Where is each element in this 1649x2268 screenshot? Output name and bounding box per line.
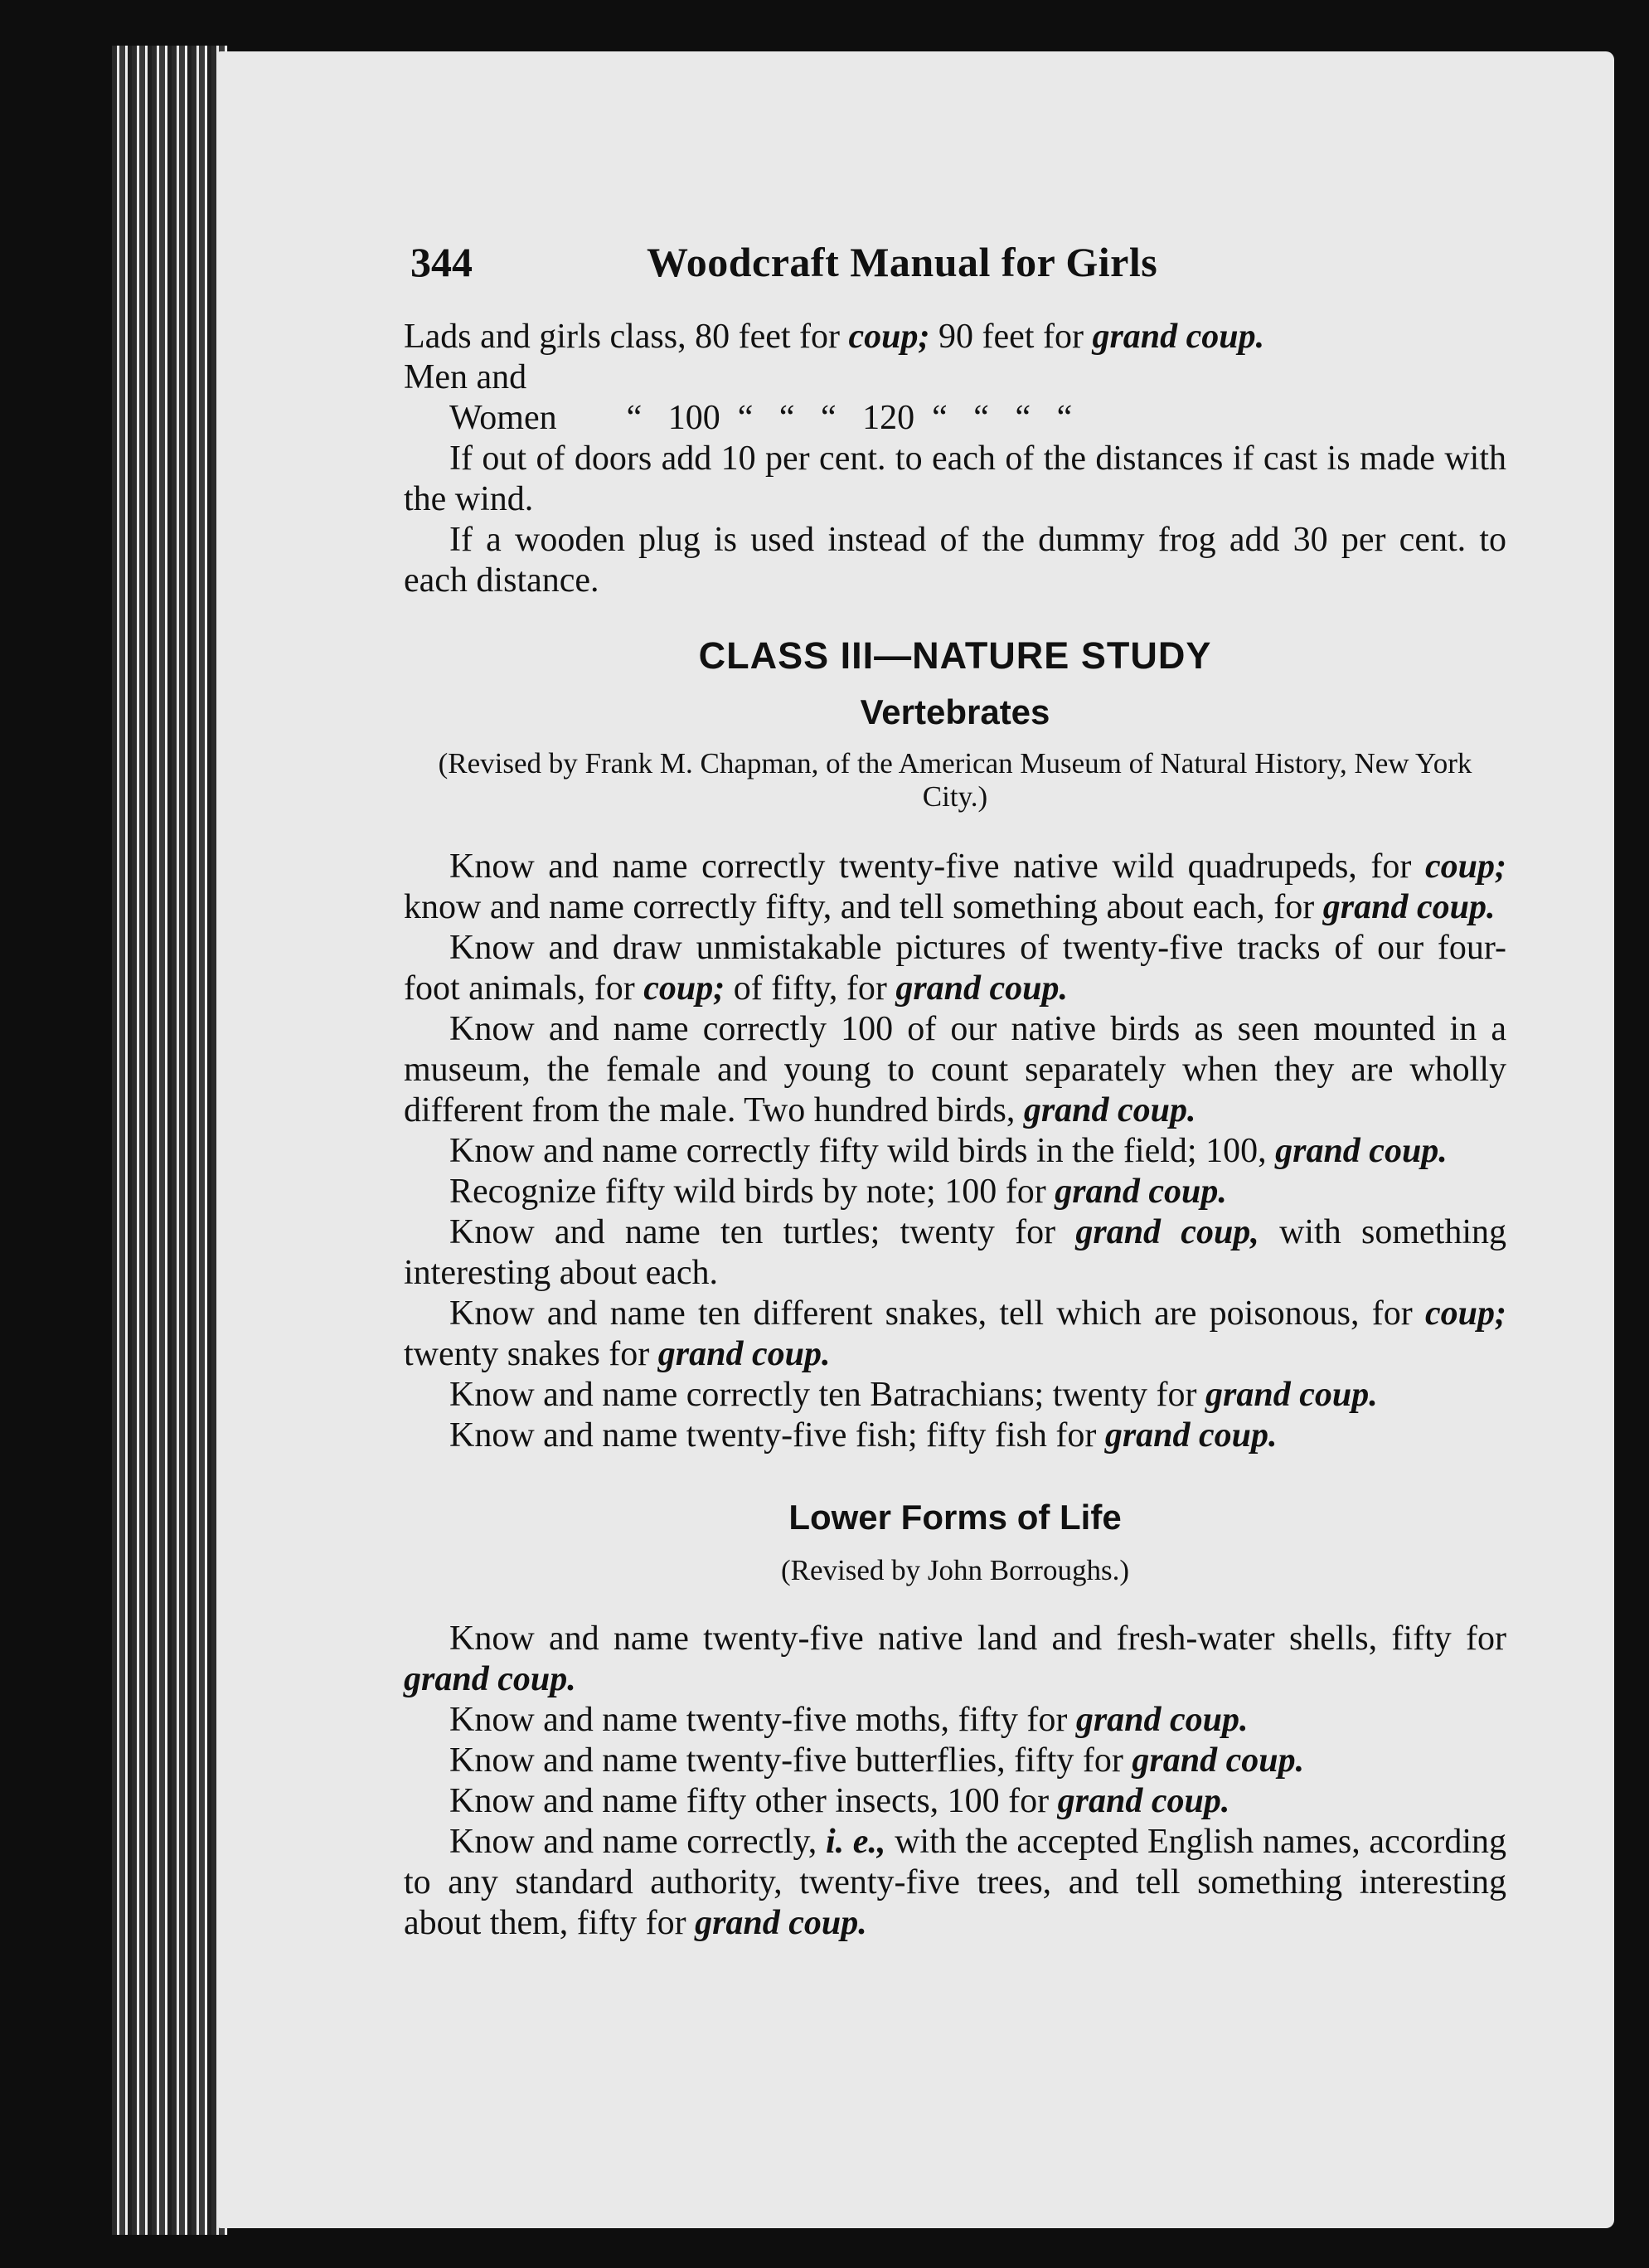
list-item bbox=[404, 1294, 1506, 1375]
running-title: Woodcraft Manual for Girls bbox=[647, 239, 1158, 285]
emphasis-text: coup; bbox=[1425, 1294, 1506, 1333]
list-item bbox=[404, 1375, 1506, 1416]
book-page-edges bbox=[112, 46, 228, 2235]
page-number: 344 bbox=[410, 239, 473, 285]
table-row-women bbox=[404, 398, 1506, 439]
list-item bbox=[404, 1781, 1506, 1822]
body-text: twenty snakes for bbox=[404, 1335, 658, 1373]
body-text: Know and name correctly ten Batrachians; twenty for bbox=[449, 1376, 1206, 1414]
body-text: know and name correctly fifty, and tell something about each, for bbox=[404, 888, 1323, 926]
class-heading: CLASS III—NATURE STUDY bbox=[698, 634, 1212, 677]
emphasis-text: i. e., bbox=[825, 1823, 886, 1861]
list-item bbox=[404, 1700, 1506, 1741]
table-text: Lads and girls class, 80 feet for bbox=[404, 318, 849, 356]
body-text: Know and name ten different snakes, tell which are poisonous, for bbox=[449, 1294, 1425, 1333]
emphasis-text: grand coup. bbox=[1275, 1132, 1448, 1170]
emphasis-text: grand coup. bbox=[1057, 1782, 1230, 1820]
body-text: Know and name correctly, bbox=[449, 1823, 826, 1861]
list-item bbox=[404, 1212, 1506, 1294]
body-text: Know and draw unmistakable pictures of twenty-five tracks of our four-foot animals, for bbox=[404, 929, 1506, 1008]
paragraph-wooden-plug: If a wooden plug is used instead of the dummy frog add 30 per cent. to each distance. bbox=[404, 521, 1506, 600]
body-text: Know and name correctly twenty-five native wild quadrupeds, for bbox=[449, 847, 1425, 886]
paragraph-out-of-doors: If out of doors add 10 per cent. to each of the distances if cast is made with the wind. bbox=[404, 440, 1506, 518]
table-text: 90 feet for bbox=[929, 318, 1093, 356]
emphasis-text: grand coup. bbox=[1055, 1173, 1227, 1211]
section-heading-lower-forms: Lower Forms of Life bbox=[788, 1498, 1122, 1537]
list-item bbox=[404, 847, 1506, 928]
list-item bbox=[404, 1131, 1506, 1172]
emphasis-text: grand coup. bbox=[695, 1904, 867, 1942]
list-item bbox=[404, 1416, 1506, 1456]
table-emphasis: grand coup. bbox=[1092, 318, 1265, 356]
body-text: of fifty, for bbox=[725, 969, 896, 1008]
body-text: with the accepted English names, according to any standard authority, twenty-five trees, and tell something interesting about them, fifty for bbox=[404, 1823, 1506, 1942]
emphasis-text: grand coup. bbox=[1205, 1376, 1378, 1414]
list-item bbox=[404, 1009, 1506, 1131]
list-item bbox=[404, 1172, 1506, 1212]
body-text: Know and name correctly fifty wild birds in the field; 100, bbox=[449, 1132, 1276, 1170]
body-text: with something interesting about each. bbox=[404, 1213, 1506, 1292]
list-item bbox=[404, 1619, 1506, 1700]
emphasis-text: grand coup. bbox=[1104, 1416, 1278, 1455]
emphasis-text: grand coup. bbox=[1075, 1701, 1249, 1739]
emphasis-text: grand coup. bbox=[1132, 1741, 1305, 1780]
list-item bbox=[404, 928, 1506, 1009]
emphasis-text: grand coup. bbox=[657, 1335, 831, 1373]
body-text: Know and name twenty-five moths, fifty for bbox=[449, 1701, 1076, 1739]
table-text: Men and bbox=[404, 358, 527, 396]
list-item bbox=[404, 1822, 1506, 1944]
running-head bbox=[404, 238, 1506, 317]
book-page bbox=[217, 51, 1614, 2228]
emphasis-text: grand coup. bbox=[1322, 888, 1496, 926]
body-text: Know and name fifty other insects, 100 for bbox=[449, 1782, 1058, 1820]
table-emphasis: coup; bbox=[848, 318, 930, 356]
emphasis-text: coup; bbox=[1425, 847, 1506, 886]
table-text: Women “ 100 “ “ “ 120 “ “ “ “ bbox=[449, 399, 1073, 437]
body-text: Recognize fifty wild birds by note; 100 for bbox=[449, 1173, 1055, 1211]
reviser-note-lower-forms: (Revised by John Borroughs.) bbox=[781, 1554, 1129, 1586]
table-row-men bbox=[404, 357, 1506, 398]
emphasis-text: grand coup, bbox=[1075, 1213, 1259, 1251]
body-text: Know and name twenty-five native land and fresh-water shells, fifty for bbox=[449, 1620, 1506, 1658]
emphasis-text: grand coup. bbox=[895, 969, 1069, 1008]
emphasis-text: coup; bbox=[643, 969, 725, 1008]
lower-forms-list bbox=[404, 1619, 1506, 1944]
text-block bbox=[404, 238, 1506, 1944]
body-text: Know and name ten turtles; twenty for bbox=[449, 1213, 1076, 1251]
casting-table bbox=[404, 317, 1506, 439]
body-text: Know and name twenty-five butterflies, fifty for bbox=[449, 1741, 1132, 1780]
body-text: Know and name correctly 100 of our native birds as seen mounted in a museum, the female and young to count separately when they are wholly different from the male. Two hundred birds, bbox=[404, 1010, 1506, 1129]
emphasis-text: grand coup. bbox=[1023, 1091, 1196, 1129]
vertebrates-list bbox=[404, 847, 1506, 1456]
table-row-lads bbox=[404, 317, 1506, 357]
section-heading-vertebrates: Vertebrates bbox=[860, 692, 1050, 731]
emphasis-text: grand coup. bbox=[404, 1660, 576, 1698]
body-text: Know and name twenty-five fish; fifty fish for bbox=[449, 1416, 1105, 1455]
list-item bbox=[404, 1741, 1506, 1781]
reviser-note-vertebrates: (Revised by Frank M. Chapman, of the American Museum of Natural History, New York City.) bbox=[438, 747, 1472, 813]
